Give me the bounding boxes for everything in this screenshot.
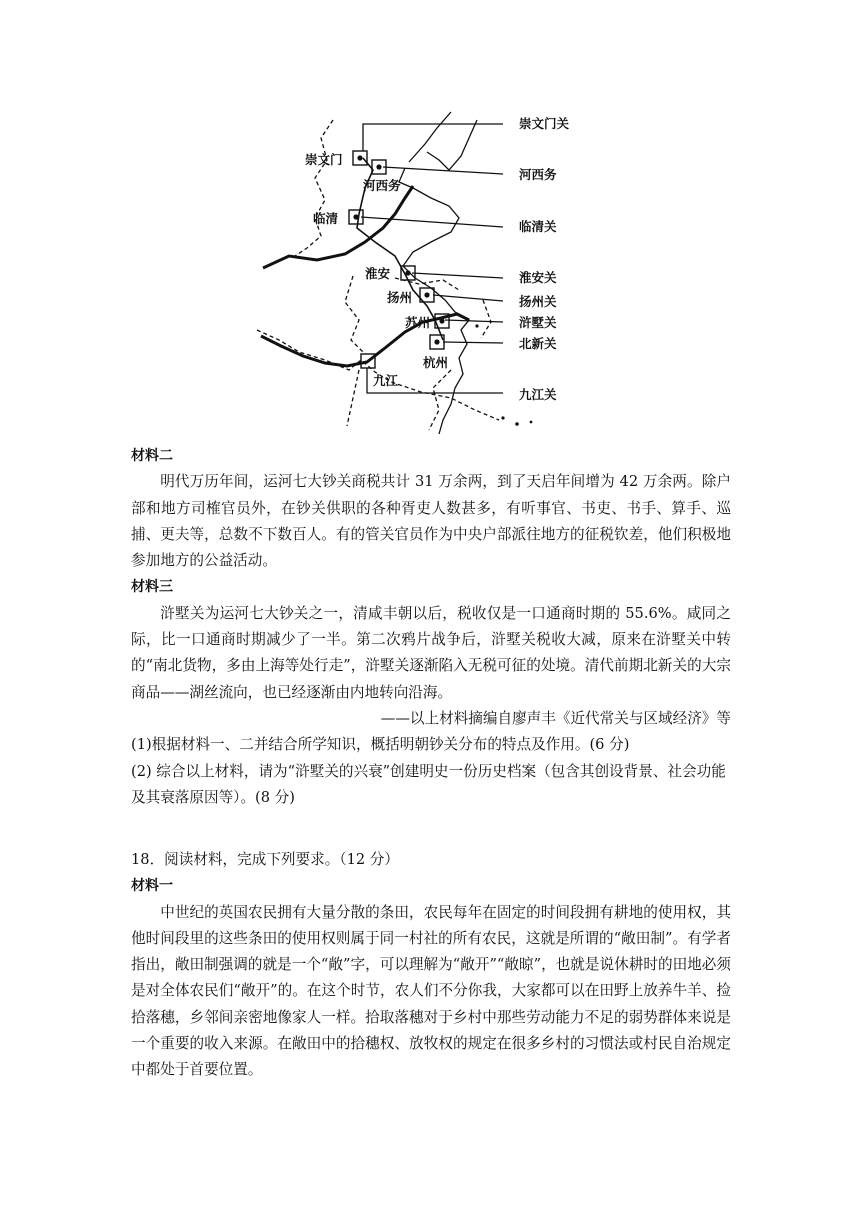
island-dot (501, 416, 504, 419)
material-three-text: 浒墅关为运河七大钞关之一，清咸丰朝以后，税收仅是一口通商时期的 55.6%。咸同之际，比一口通商时期减少了一半。第二次鸦片战争后，浒墅关税收大减，原来在浒墅关中转的“南北货物，多由上海等处行走”，浒墅关逐渐陷入无税可征的处境。清代前期北新关的大宗商品——湖丝流向，也已经逐渐由内地转向沿海。 (131, 604, 731, 701)
customs-label-xushu: 浒墅关 (519, 315, 557, 330)
customs-label-linqing: 临清关 (519, 219, 557, 234)
island-dot (515, 422, 519, 426)
coastline (427, 120, 477, 170)
customs-label-chongwenmen: 崇文门关 (519, 116, 570, 131)
place-label-hangzhou: 杭州 (423, 355, 449, 370)
ming-customs-map (255, 108, 595, 438)
border-line (347, 370, 359, 426)
city-marker-dot (357, 155, 362, 160)
question-18-title: 18．阅读材料，完成下列要求。（12 分） (131, 851, 399, 868)
island-dot (530, 421, 533, 424)
border-line (345, 276, 365, 354)
question-one: (1)根据材料一、二并结合所学知识，概括明朝钞关分布的特点及作用。(6 分) (131, 736, 630, 754)
city-marker-dot (353, 214, 358, 219)
material-three-heading: 材料三 (131, 579, 173, 596)
leader-line (412, 273, 503, 278)
place-label-suzhou: 苏州 (405, 315, 431, 330)
city-marker-dot (376, 164, 381, 169)
customs-label-huaian: 淮安关 (519, 270, 557, 285)
place-label-huaian: 淮安 (365, 266, 391, 281)
city-marker-dot (475, 324, 478, 327)
city-marker-dot (439, 318, 444, 323)
question-18-material-heading: 材料一 (131, 878, 173, 895)
material-source: ——以上材料摘编自廖声丰《近代常关与区域经济》等 (380, 709, 731, 727)
place-label-yangzhou: 扬州 (387, 290, 413, 305)
customs-label-hexiwu: 河西务 (519, 167, 557, 182)
leader-line (443, 342, 503, 343)
customs-label-beixin: 北新关 (519, 336, 557, 351)
leader-line (445, 320, 503, 322)
place-label-chongwenmen: 崇文门 (305, 152, 343, 167)
border-line (295, 120, 333, 256)
leader-line (383, 167, 503, 174)
question-18-section (131, 847, 731, 1084)
city-marker-dot (434, 339, 439, 344)
material-two-heading: 材料二 (131, 448, 173, 464)
material-two-section (131, 443, 731, 811)
place-label-jiujiang: 九江 (373, 373, 399, 388)
city-marker-dot (405, 270, 410, 275)
customs-label-yangzhou: 扬州关 (519, 294, 557, 309)
leader-line (363, 124, 503, 151)
question-18-material-text: 中世纪的英国农民拥有大量分散的条田，农民每年在固定的时间段拥有耕地的使用权，其他时间段里的这些条田的使用权则属于同一村社的所有农民，这就是所谓的“敞田制”。有学者指出，敞田制强调的就是一个“敞”字，可以理解为“敞开”“敞晾”，也就是说休耕时的田地必须是对全体农民们“敞开”的。在这个时节，农人们不分你我，大家都可以在田野上放养牛羊、捡拾落穗，乡邻间亲密地像家人一样。拾取落穗对于乡村中那些劳动能力不足的弱势群体来说是一个重要的收入来源。在敞田中的拾穗权、放牧权的规定在很多乡村的习惯法或村民自治规定中都处于首要位置。 (131, 903, 731, 1079)
border-line (481, 300, 491, 338)
question-two: (2) 综合以上材料，请为“浒墅关的兴衰”创建明史一份历史档案（包含其创设背景、社会功能及其衰落原因等）。(8 分) (131, 762, 726, 806)
material-two-text: 明代万历年间，运河七大钞关商税共计 31 万余两，到了天启年间增为 42 万余两。除户部和地方司榷官员外，在钞关供职的各种胥吏人数甚多，有听事官、书吏、书手、算手、巡捕、更夫等，总数不下数百人。有的管关官员作为中央户部派往地方的征税钦差，他们积极地参加地方的公益活动。 (131, 473, 731, 570)
leader-line (361, 217, 503, 227)
border-line (429, 370, 451, 430)
city-marker-dot (424, 292, 429, 297)
customs-label-jiujiang: 九江关 (519, 387, 557, 402)
yellow-river (263, 186, 413, 268)
place-label-linqing: 临清 (313, 211, 339, 226)
place-label-hexiwu: 河西务 (363, 178, 401, 193)
